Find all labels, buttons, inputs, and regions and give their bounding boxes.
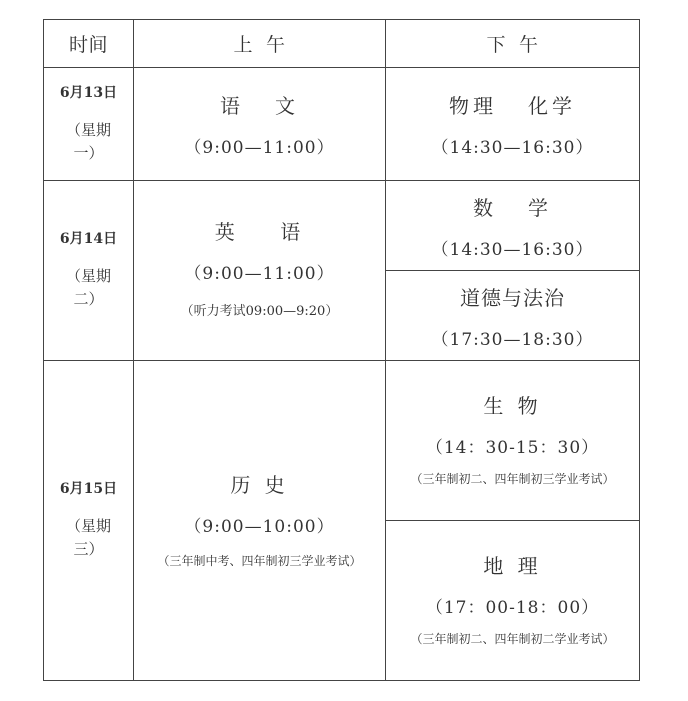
subject-label: 历 史 [230, 472, 289, 497]
time-label: （14:30—16:30） [431, 239, 594, 260]
time-label: （17：00-18：00） [425, 598, 600, 619]
time-label: （9:00—11:00） [184, 264, 335, 285]
header-morning: 上 午 [134, 20, 386, 68]
afternoon-cell [386, 271, 640, 361]
weekday-label: （星期 [65, 267, 111, 286]
note-label: （三年制初二、四年制初三学业考试） [410, 472, 615, 487]
header-afternoon: 下 午 [386, 20, 640, 68]
note-label: （听力考试09:00—9:20） [180, 304, 339, 320]
afternoon-cell [386, 361, 640, 521]
weekday-label: （星期 [65, 517, 111, 536]
morning-cell [134, 181, 386, 361]
time-label: （14:30—16:30） [431, 138, 594, 158]
subject-label: 道德与法治 [460, 285, 565, 310]
afternoon-cell [386, 68, 640, 181]
subject-label: 英 语 [214, 220, 305, 245]
time-label: （14：30-15：30） [425, 438, 600, 459]
time-label: （9:00—10:00） [184, 516, 335, 537]
subject-label: 物理 化学 [448, 94, 577, 118]
date-label: 6月15日 [59, 481, 118, 498]
note-label: （三年制中考、四年制初三学业考试） [157, 553, 362, 568]
table-row [44, 181, 640, 271]
date-label: 6月14日 [59, 231, 118, 248]
header-row [44, 20, 640, 68]
exam-schedule-table [43, 19, 640, 681]
subject-label: 数 学 [472, 195, 553, 220]
morning-cell [134, 361, 386, 681]
afternoon-cell [386, 181, 640, 271]
time-label: （17:30—18:30） [431, 329, 594, 350]
time-label: （9:00—11:00） [184, 138, 335, 158]
date-label: 6月13日 [59, 84, 118, 101]
subject-label: 生 物 [483, 394, 542, 419]
subject-label: 地 理 [483, 554, 542, 579]
note-label: （三年制初二、四年制初二学业考试） [410, 632, 615, 647]
date-cell [44, 361, 134, 681]
header-time: 时间 [44, 20, 134, 68]
weekday-label-cont: 二） [73, 290, 104, 309]
weekday-label-cont: 一） [73, 143, 104, 162]
morning-cell [134, 68, 386, 181]
weekday-label-cont: 三） [73, 540, 104, 559]
afternoon-cell [386, 521, 640, 681]
table-row [44, 68, 640, 181]
date-cell [44, 68, 134, 181]
date-cell [44, 181, 134, 361]
weekday-label: （星期 [65, 120, 111, 139]
subject-label: 语 文 [219, 94, 300, 118]
table-row [44, 361, 640, 521]
